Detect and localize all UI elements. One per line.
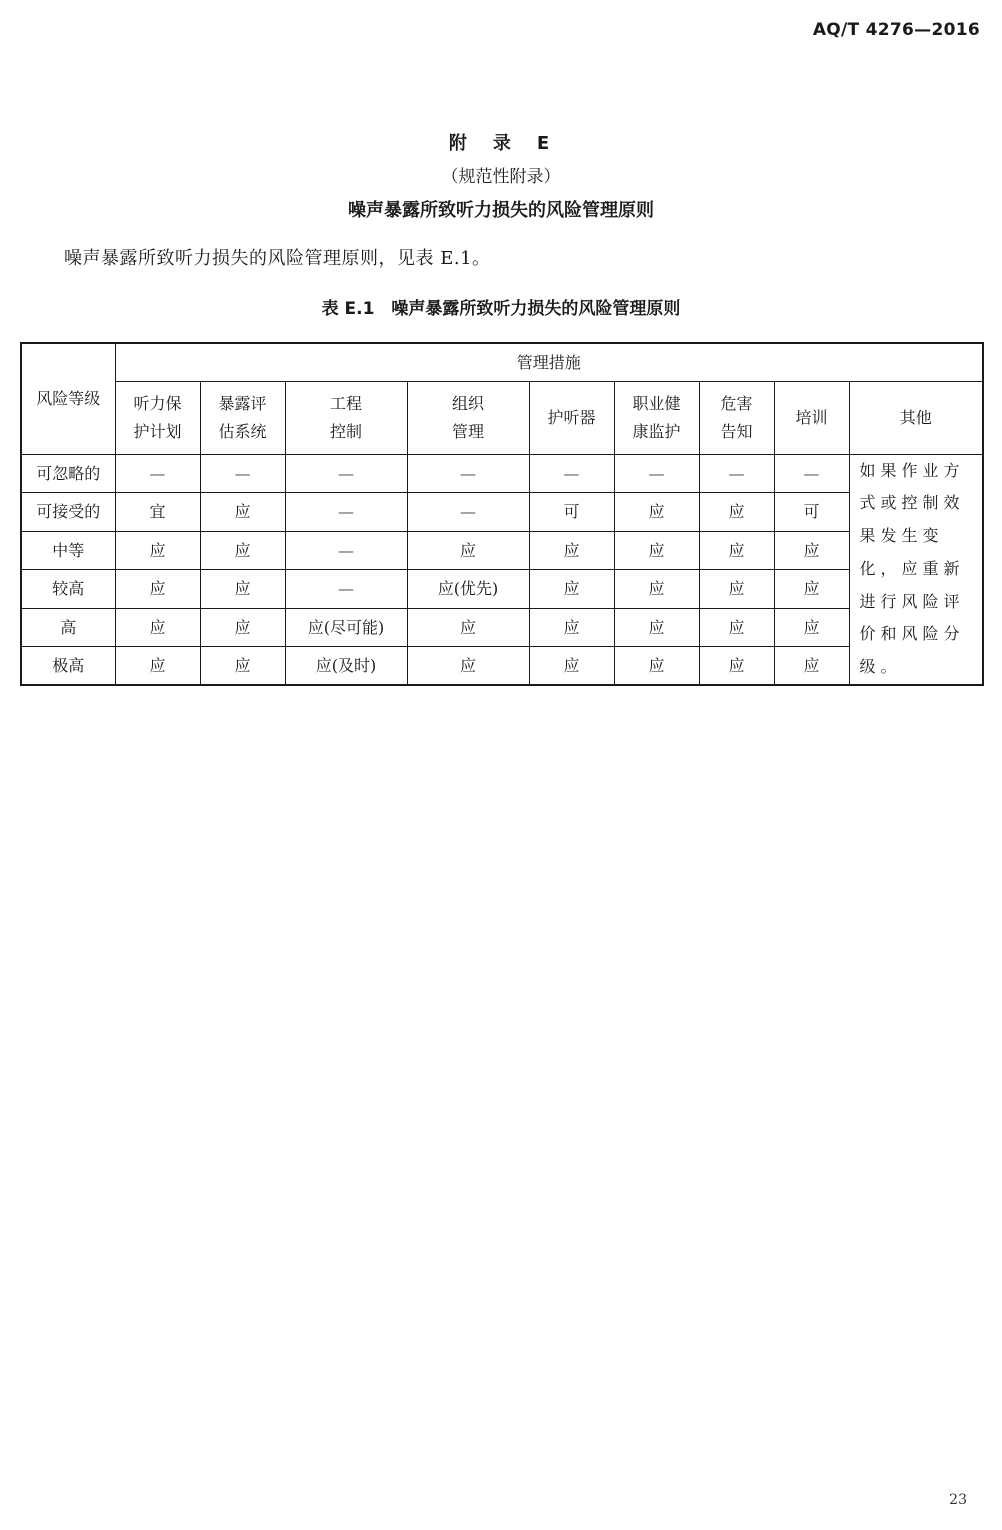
- measure-cell: 应: [774, 647, 849, 686]
- measure-cell: 应: [529, 531, 614, 570]
- measure-cell: —: [285, 454, 407, 493]
- measure-cell: 应: [115, 531, 200, 570]
- risk-level-cell: 较高: [21, 570, 115, 609]
- measure-cell: 应: [699, 608, 774, 647]
- measure-cell: 可: [774, 493, 849, 532]
- column-header: [115, 381, 200, 454]
- risk-management-table: [20, 342, 984, 686]
- column-header: [407, 381, 529, 454]
- measure-cell: 应(尽可能): [285, 608, 407, 647]
- column-header-line: 护听器: [547, 407, 596, 427]
- measure-cell: 可: [529, 493, 614, 532]
- measure-cell: 应: [774, 608, 849, 647]
- measure-cell: 应: [699, 570, 774, 609]
- column-header-line: 护计划: [133, 421, 182, 441]
- column-header-line: 控制: [329, 421, 362, 441]
- column-header-line: 管理: [451, 421, 484, 441]
- appendix-type: （规范性附录）: [441, 167, 561, 187]
- column-header: [285, 381, 407, 454]
- measure-cell: —: [407, 454, 529, 493]
- table-row: [21, 608, 983, 647]
- measure-cell: 应: [699, 531, 774, 570]
- measure-cell: 应: [699, 493, 774, 532]
- measures-header: 管理措施: [115, 343, 983, 381]
- column-header-line: 暴露评: [218, 394, 267, 414]
- measure-cell: —: [407, 493, 529, 532]
- table-row: [21, 454, 983, 493]
- measure-cell: 应: [529, 608, 614, 647]
- column-header: [614, 381, 699, 454]
- measure-cell: 应: [200, 647, 285, 686]
- measure-cell: 应: [774, 570, 849, 609]
- measure-cell: 应: [115, 570, 200, 609]
- table-row: [21, 647, 983, 686]
- measure-cell: 应: [200, 493, 285, 532]
- column-header-line: 估系统: [218, 421, 267, 441]
- appendix-title: 噪声暴露所致听力损失的风险管理原则: [348, 200, 654, 221]
- column-header: [774, 381, 849, 454]
- measure-cell: —: [699, 454, 774, 493]
- risk-level-cell: 可忽略的: [21, 454, 115, 493]
- column-header: [200, 381, 285, 454]
- column-header: [529, 381, 614, 454]
- other-header: 其他: [849, 381, 983, 454]
- measure-cell: 应: [529, 570, 614, 609]
- risk-level-cell: 中等: [21, 531, 115, 570]
- measure-cell: —: [115, 454, 200, 493]
- column-header-line: 培训: [795, 407, 828, 427]
- measure-cell: 应: [407, 647, 529, 686]
- column-header-line: 职业健: [632, 394, 681, 414]
- measure-cell: 应(优先): [407, 570, 529, 609]
- measure-cell: 应: [774, 531, 849, 570]
- measure-cell: 应: [200, 570, 285, 609]
- measure-cell: 应: [614, 570, 699, 609]
- risk-level-header: 风险等级: [21, 343, 115, 454]
- measure-cell: 应: [407, 531, 529, 570]
- measure-cell: 应: [614, 493, 699, 532]
- table-row: [21, 531, 983, 570]
- appendix-label: 附 录 E: [448, 133, 554, 154]
- measure-cell: 应: [614, 608, 699, 647]
- column-header-line: 危害: [720, 394, 753, 414]
- measure-cell: 应: [115, 608, 200, 647]
- risk-level-cell: 高: [21, 608, 115, 647]
- other-note-cell: 如果作业方式或控制效果发生变化，应重新进行风险评价和风险分级。: [849, 454, 983, 685]
- measure-cell: —: [285, 493, 407, 532]
- column-header: [699, 381, 774, 454]
- standard-code: AQ/T 4276—2016: [812, 20, 980, 40]
- table-caption: 表 E.1 噪声暴露所致听力损失的风险管理原则: [321, 299, 681, 319]
- column-header-line: 告知: [720, 421, 753, 441]
- table-row: [21, 493, 983, 532]
- measure-cell: 应: [200, 531, 285, 570]
- risk-level-cell: 可接受的: [21, 493, 115, 532]
- risk-level-cell: 极高: [21, 647, 115, 686]
- measure-cell: —: [285, 570, 407, 609]
- table-row: [21, 570, 983, 609]
- measure-cell: —: [200, 454, 285, 493]
- column-header-line: 听力保: [133, 394, 182, 414]
- measure-cell: 应: [614, 647, 699, 686]
- measure-cell: —: [529, 454, 614, 493]
- measure-cell: 应: [614, 531, 699, 570]
- measure-cell: —: [774, 454, 849, 493]
- measure-cell: 应: [407, 608, 529, 647]
- measure-cell: —: [285, 531, 407, 570]
- measure-cell: 应: [200, 608, 285, 647]
- measure-cell: 宜: [115, 493, 200, 532]
- measure-cell: —: [614, 454, 699, 493]
- intro-paragraph: 噪声暴露所致听力损失的风险管理原则，见表 E.1。: [64, 248, 491, 269]
- column-header-line: 康监护: [632, 421, 681, 441]
- measure-cell: 应: [699, 647, 774, 686]
- measure-cell: 应(及时): [285, 647, 407, 686]
- measure-cell: 应: [115, 647, 200, 686]
- column-header-line: 组织: [451, 394, 484, 414]
- measure-cell: 应: [529, 647, 614, 686]
- page-number: 23: [949, 1492, 967, 1508]
- column-header-line: 工程: [329, 394, 362, 414]
